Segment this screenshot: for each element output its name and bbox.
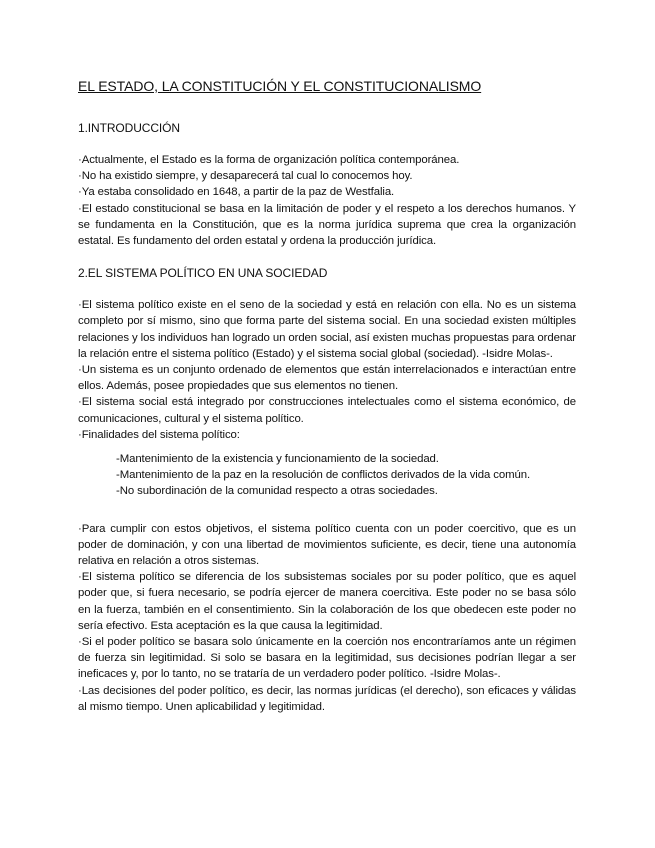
list-item: -Mantenimiento de la paz en la resolución de conflictos derivados de la vida común. [116, 469, 531, 482]
list-item: -Mantenimiento de la existencia y funcionamiento de la sociedad. [116, 453, 439, 466]
list-item: -No subordinación de la comunidad respecto a otras sociedades. [116, 485, 438, 498]
paragraph: ·Un sistema es un conjunto ordenado de elementos que están interrelacionados e interactúan entre ellos. Además, posee propiedades que sus elementos no tienen. [78, 364, 576, 393]
section-heading-sistema-politico: 2.EL SISTEMA POLÍTICO EN UNA SOCIEDAD [78, 266, 328, 281]
paragraph: ·Para cumplir con estos objetivos, el sistema político cuenta con un poder coercitivo, que es un poder de dominación, y con una libertad de movimientos suficiente, es decir, tiene una autonomía relativa en relación a otros sistemas. [78, 522, 576, 568]
document-title: EL ESTADO, LA CONSTITUCIÓN Y EL CONSTITUCIONALISMO [78, 78, 482, 94]
paragraph: ·Si el poder político se basara solo únicamente en la coerción nos encontraríamos ante un régimen de fuerza sin legitimidad. Si solo se basara en la legitimidad, sus decisiones podrían llegar a ser ineficaces y, por lo tanto, no se trataría de un verdadero poder político. -Isidre Molas-. [78, 636, 576, 681]
paragraph: ·Actualmente, el Estado es la forma de organización política contemporánea. [78, 154, 460, 166]
document-page [78, 76, 576, 715]
finalidades-list [78, 451, 576, 500]
paragraph: ·El sistema político se diferencia de los subsistemas sociales por su poder político, que es aquel poder que, si fuera necesario, se podría ejercer de manera coercitiva. Este poder no se basa sólo en la fuerza, también en el consentimiento. Sin la colaboración de los que obedecen este poder no sería efectivo. Esta aceptación es la que causa la legitimidad. [78, 571, 576, 632]
paragraph: ·Las decisiones del poder político, es decir, las normas jurídicas (el derecho), son eficaces y válidas al mismo tiempo. Unen aplicabilidad y legitimidad. [78, 684, 576, 713]
paragraph: ·El sistema social está integrado por construcciones intelectuales como el sistema económico, de comunicaciones, cultural y el sistema político. [78, 396, 576, 425]
paragraph: ·El estado constitucional se basa en la limitación de poder y el respeto a los derechos humanos. Y se fundamenta en la Constitución, que es la norma jurídica suprema que crea la organización estatal. Es fundamento del orden estatal y ordena la producción jurídica. [78, 202, 576, 248]
paragraph: ·Ya estaba consolidado en 1648, a partir de la paz de Westfalia. [78, 186, 395, 199]
paragraph: ·El sistema político existe en el seno de la sociedad y está en relación con ella. No es un sistema completo por sí mismo, sino que forma parte del sistema social. En una sociedad existen múltiples relaciones y los individuos han logrado un orden social, así existen muchas propuestas para ordenar la relación entre el sistema político (Estado) y el sistema social global (sociedad). -Isidre Molas-. [78, 299, 576, 360]
section-heading-introduccion: 1.INTRODUCCIÓN [78, 121, 180, 135]
paragraph: ·No ha existido siempre, y desaparecerá tal cual lo conocemos hoy. [78, 170, 413, 183]
paragraph: ·Finalidades del sistema político: [78, 428, 240, 441]
